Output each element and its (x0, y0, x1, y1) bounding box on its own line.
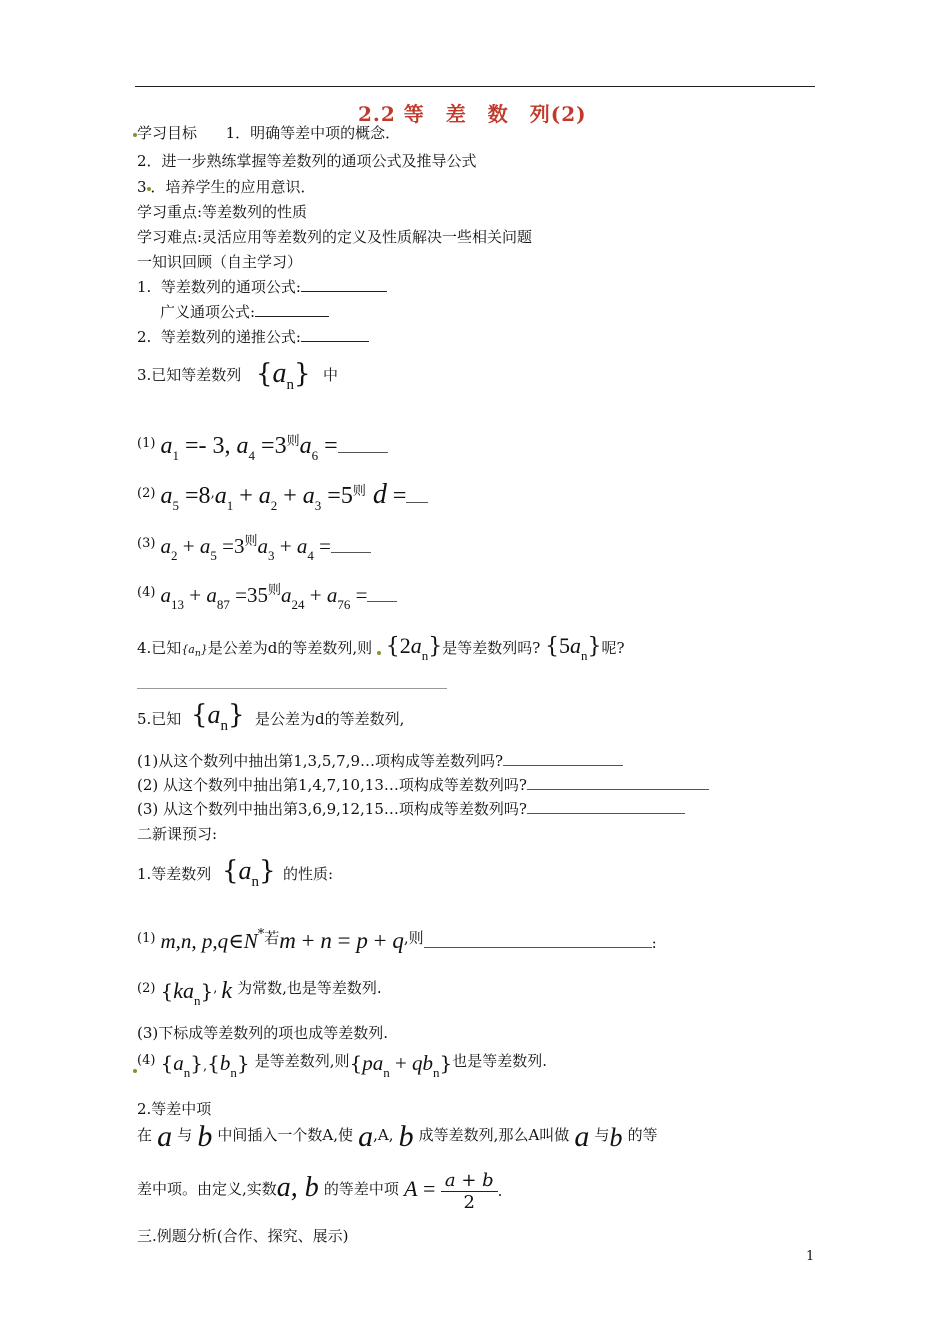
prop4-label: (4) (137, 1053, 156, 1068)
mid-term-heading: 2.等差中项 (137, 1100, 212, 1118)
item4-b: 是公差为d的等差数列,则 (207, 639, 373, 657)
prop1-ruo: 若 (264, 929, 280, 947)
q2-text: (2) 从这个数列中抽出第1,4,7,10,13…项构成等差数列吗? (137, 776, 527, 794)
item5-b: 是公差为d的等差数列, (255, 710, 405, 728)
problem-3: $^{(3)}$ $a_2 + a_5 =3^则a_3 + a_4$ = (137, 530, 371, 564)
property-4: $^{(4)}$ $\{a_n\},\{b_n\}$ 是等差数列,则$\{pa_n + qb_n\}$也是等差数列. (137, 1051, 548, 1080)
section3-heading: 三.例题分析(合作、探究、展示) (137, 1227, 349, 1245)
fraction-a-plus-b-over-2: $\frac{a + b}{2}$ (441, 1170, 498, 1213)
answer-blank[interactable] (301, 327, 369, 342)
mid-end: . (497, 1182, 503, 1200)
prop1-end: : (651, 934, 657, 952)
goal-3 (137, 176, 316, 197)
prop-b: 的性质: (283, 865, 334, 883)
review-item-1b (160, 301, 329, 322)
review-item-2 (137, 326, 369, 347)
answer-blank[interactable] (331, 538, 371, 553)
property-1: $^{(1)}$ m,n, p,q∈N*若m + n = p + q,则 : (137, 927, 657, 953)
goal-3-num: 3 (137, 178, 147, 196)
prop4-b: 也是等差数列. (452, 1052, 548, 1070)
item3-text: 3.已知等差数列 (137, 366, 242, 384)
answer-line[interactable] (137, 688, 447, 689)
mid-A: ,A, (373, 1126, 394, 1144)
mid-term-line-1: 在 a 与 b 中间插入一个数A,使 a,A, b 成等差数列,那么A叫做 a 与b 的等 (137, 1120, 658, 1153)
item4-c: 是等差数列吗? (442, 639, 541, 657)
p4-label: (4) (137, 585, 156, 600)
mid-line2b: 的等差中项 (323, 1180, 399, 1198)
marker-dot (377, 651, 381, 655)
answer-blank[interactable] (406, 488, 428, 503)
prop-a: 1.等差数列 (137, 865, 212, 883)
ze-label: 则 (352, 484, 366, 499)
review-item-1 (137, 276, 387, 297)
seq-an-formula: {an} (256, 358, 311, 393)
answer-blank[interactable] (301, 277, 387, 292)
answer-blank[interactable] (424, 933, 652, 948)
mid-insert: 中间插入一个数A,使 (217, 1126, 354, 1144)
prop1-ze: ,则 (403, 929, 424, 947)
prop2-text: 为常数,也是等差数列. (237, 979, 382, 997)
page-title: 2.2 等 差 数 列(2) (358, 102, 587, 126)
prop4-a: 是等差数列,则 (254, 1052, 350, 1070)
prop1-label: (1) (137, 931, 156, 946)
q1-text: (1)从这个数列中抽出第1,3,5,7,9…项构成等差数列吗? (137, 752, 504, 770)
review-item-4: 4.已知$\{a_n\}$是公差为d的等差数列,则 {2an}是等差数列吗? {5an}呢? (137, 633, 625, 663)
mid-yu2: 与 (594, 1126, 610, 1144)
review-item-5 (137, 708, 181, 729)
q3-text: (3) 从这个数列中抽出第3,6,9,12,15…项构成等差数列吗? (137, 800, 527, 818)
answer-blank[interactable] (338, 438, 388, 453)
marker-dot (147, 187, 151, 191)
goals-label: 学习目标 (137, 124, 198, 142)
seq-an-formula: {an} (191, 700, 245, 734)
problem-1: $^{(1)}$ $a_1 =- 3$, $a_4 =3^则a_6$ = (137, 430, 388, 464)
item2-text: 等差数列的递推公式: (160, 328, 301, 346)
question-2 (137, 774, 709, 795)
goal-2: 2．进一步熟练掌握等差数列的通项公式及推导公式 (137, 152, 477, 170)
property-3: (3)下标成等差数列的项也成等差数列. (137, 1024, 389, 1042)
ze-label: 则 (244, 534, 258, 549)
item3-tail: 中 (323, 366, 339, 384)
section1-heading: 一知识回顾（自主学习） (137, 253, 303, 271)
property-2: $^{(2)}$ $\{ka_n\}^,$ k 为常数,也是等差数列. (137, 978, 382, 1008)
mid-line2a: 差中项。由定义,实数 (137, 1180, 277, 1198)
answer-blank[interactable] (367, 587, 397, 602)
mid-de: 的等 (627, 1126, 658, 1144)
mid-yu: 与 (177, 1126, 193, 1144)
problem-2: $^{(2)}$ $a_5 =8^,a_1 + a_2 + a_3 =5^则$ d = (137, 479, 428, 514)
problem-4: $^{(4)}$ $a_{13} + a_{87} =35^则a_{24} + a_{76}$ = (137, 579, 397, 613)
item1-num: 1. (137, 278, 152, 296)
p2-label: (2) (137, 486, 156, 501)
seq-an-formula: {an} (222, 856, 276, 890)
key-point: 学习重点:等差数列的性质 (137, 203, 308, 221)
prop2-label: (2) (137, 981, 156, 996)
difficulty: 学习难点:灵活应用等差数列的定义及性质解决一些相关问题 (137, 228, 533, 246)
ze-label: 则 (286, 434, 300, 449)
answer-blank[interactable] (527, 799, 685, 814)
goal-1: 1．明确等差中项的概念． (225, 124, 401, 142)
item2-num: 2. (137, 328, 152, 346)
answer-blank[interactable] (255, 302, 329, 317)
answer-blank[interactable] (527, 775, 709, 790)
item5-a: 5.已知 (137, 710, 182, 728)
item4-a: 4.已知 (137, 639, 182, 657)
section2-heading: 二新课预习: (137, 825, 218, 843)
question-3 (137, 798, 685, 819)
goal-line-1 (137, 122, 400, 143)
mid-zai: 在 (137, 1126, 153, 1144)
p3-label: (3) (137, 536, 156, 551)
mid-term-line-2: 差中项。由定义,实数a, b 的等差中项 A = $\frac{a + b}{2}$ . (137, 1170, 503, 1213)
item4-d: 呢? (601, 639, 625, 657)
goal-3-text: ．培养学生的应用意识． (150, 178, 316, 196)
p1-label: (1) (137, 436, 156, 451)
property-heading (137, 863, 211, 884)
item1b-text: 广义通项公式: (160, 303, 256, 321)
answer-blank[interactable] (503, 751, 623, 766)
question-1 (137, 750, 623, 771)
ze-label: 则 (267, 583, 281, 598)
item1-text: 等差数列的通项公式: (160, 278, 301, 296)
page-number: 1 (806, 1249, 815, 1264)
review-item-3 (137, 364, 241, 385)
top-rule (135, 86, 815, 87)
mid-cheng: 成等差数列,那么A叫做 (418, 1126, 570, 1144)
